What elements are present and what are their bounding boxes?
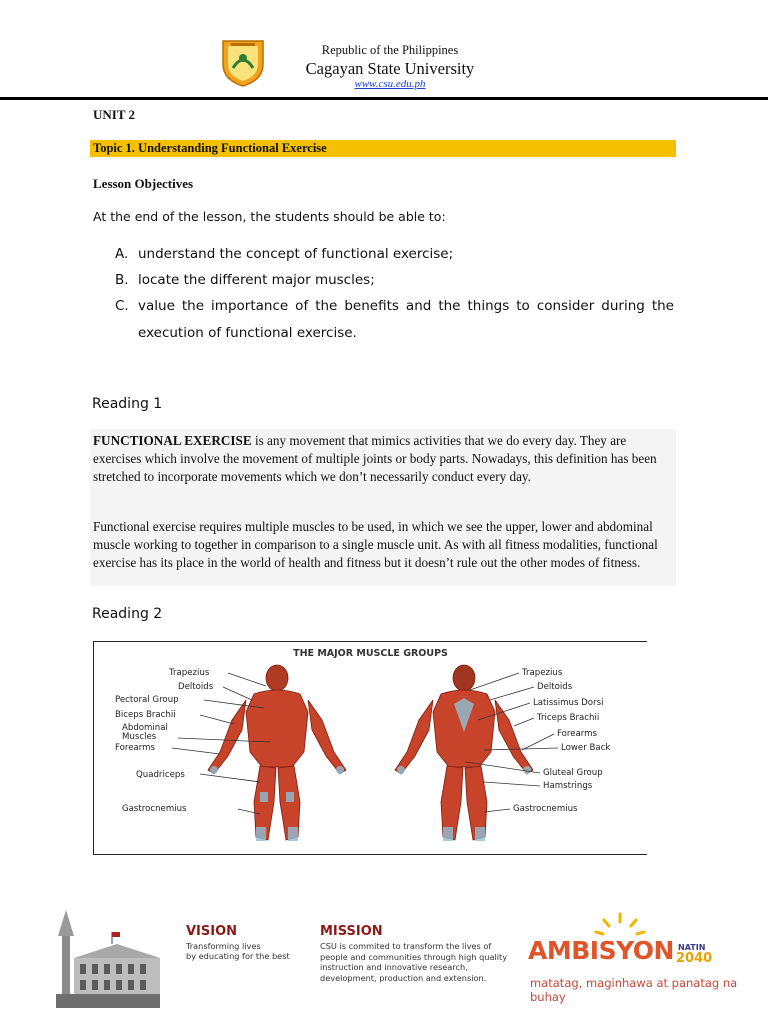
ambisyon-year: 2040: [676, 951, 713, 966]
objective-letter: A.: [115, 246, 129, 262]
topic-banner: [90, 140, 676, 157]
functional-exercise-term: FUNCTIONAL EXERCISE: [93, 433, 252, 448]
label-back-latissimus: Latissimus Dorsi: [533, 698, 604, 708]
label-back-triceps: Triceps Brachii: [537, 713, 600, 723]
university-building-illustration: [52, 906, 164, 1010]
header-divider: [0, 97, 768, 100]
back-tendon-highlights: [397, 698, 531, 841]
reading-1-paragraph-2: Functional exercise requires multiple muscles to be used, in which we see the upper, lower and abdominal muscle working to together in comparison to a single muscle unit. As with all fitness modalities, functional exercise has its place in the world of health and fitness but it doesn’t rule out the other modes of fitness.: [93, 519, 658, 570]
label-front-quadriceps: Quadriceps: [136, 770, 185, 780]
front-tendon-highlights: [210, 766, 344, 841]
header-website-link[interactable]: www.csu.edu.ph: [354, 78, 426, 90]
university-seal-logo: [219, 38, 267, 88]
reading-1-label: Reading 1: [92, 396, 163, 412]
muscle-groups-diagram: [93, 641, 647, 855]
reading-2-label: Reading 2: [92, 606, 163, 622]
objective-item: [115, 267, 675, 294]
label-back-gastrocnemius: Gastrocnemius: [513, 804, 578, 814]
label-back-forearms: Forearms: [557, 729, 598, 739]
ambisyon-tagline: matatag, maginhawa at panatag na buhay: [530, 976, 738, 1004]
objective-text: value the importance of the benefits and the things to consider during the execution of functional exercise.: [138, 298, 674, 341]
ambisyon-logo-text: AMBISYON: [528, 936, 674, 965]
objective-item: [115, 293, 675, 347]
unit-heading: UNIT 2: [93, 107, 136, 122]
label-front-abdominal: Abdominal: [122, 723, 168, 733]
front-body-figure: [208, 665, 346, 840]
objectives-title: Lesson Objectives: [93, 176, 194, 191]
label-back-trapezius: Trapezius: [522, 668, 563, 678]
label-front-trapezius: Trapezius: [169, 668, 210, 678]
objective-item: [115, 241, 675, 268]
mission-title: MISSION: [320, 924, 383, 939]
label-front-pectoral: Pectoral Group: [115, 695, 179, 705]
header-republic: Republic of the Philippines: [321, 43, 459, 57]
reading-1-box: [90, 429, 676, 586]
label-front-deltoids: Deltoids: [178, 682, 214, 692]
reading-1-paragraph-1-text: is any movement that mimics activities that we do every day. They are exercises which involve the movement of multiple joints or body parts. Nowadays, this definition has been stretched to incorporate movements which we don’t necessarily conduct every day.: [93, 433, 657, 484]
vision-text-line-1: Transforming lives: [186, 941, 261, 951]
mission-text: CSU is commited to transform the lives of people and communities through high quality instruction and innovative research, development, production and extension.: [320, 941, 508, 983]
reading-1-paragraph-1: [93, 432, 671, 486]
objective-letter: B.: [115, 272, 129, 288]
ambisyon-natin: NATIN: [678, 943, 706, 952]
label-back-hamstrings: Hamstrings: [543, 781, 593, 791]
vision-title: VISION: [186, 924, 238, 939]
label-back-deltoids: Deltoids: [537, 682, 573, 692]
label-front-biceps: Biceps Brachii: [115, 710, 176, 720]
label-back-gluteal: Gluteal Group: [543, 768, 603, 778]
label-front-gastrocnemius: Gastrocnemius: [122, 804, 187, 814]
label-front-forearms: Forearms: [115, 743, 156, 753]
label-back-lower-back: Lower Back: [561, 743, 611, 753]
topic-title: Topic 1. Understanding Functional Exercise: [93, 141, 327, 155]
label-front-muscles: Muscles: [122, 732, 157, 742]
objective-letter: C.: [115, 298, 129, 314]
vision-text-line-2: by educating for the best: [186, 951, 290, 961]
objective-text: locate the different major muscles;: [138, 272, 375, 288]
objectives-intro: At the end of the lesson, the students should be able to:: [93, 209, 446, 224]
objective-text: understand the concept of functional exercise;: [138, 246, 454, 262]
header-university-name: Cagayan State University: [305, 59, 475, 78]
diagram-title: THE MAJOR MUSCLE GROUPS: [293, 648, 448, 659]
